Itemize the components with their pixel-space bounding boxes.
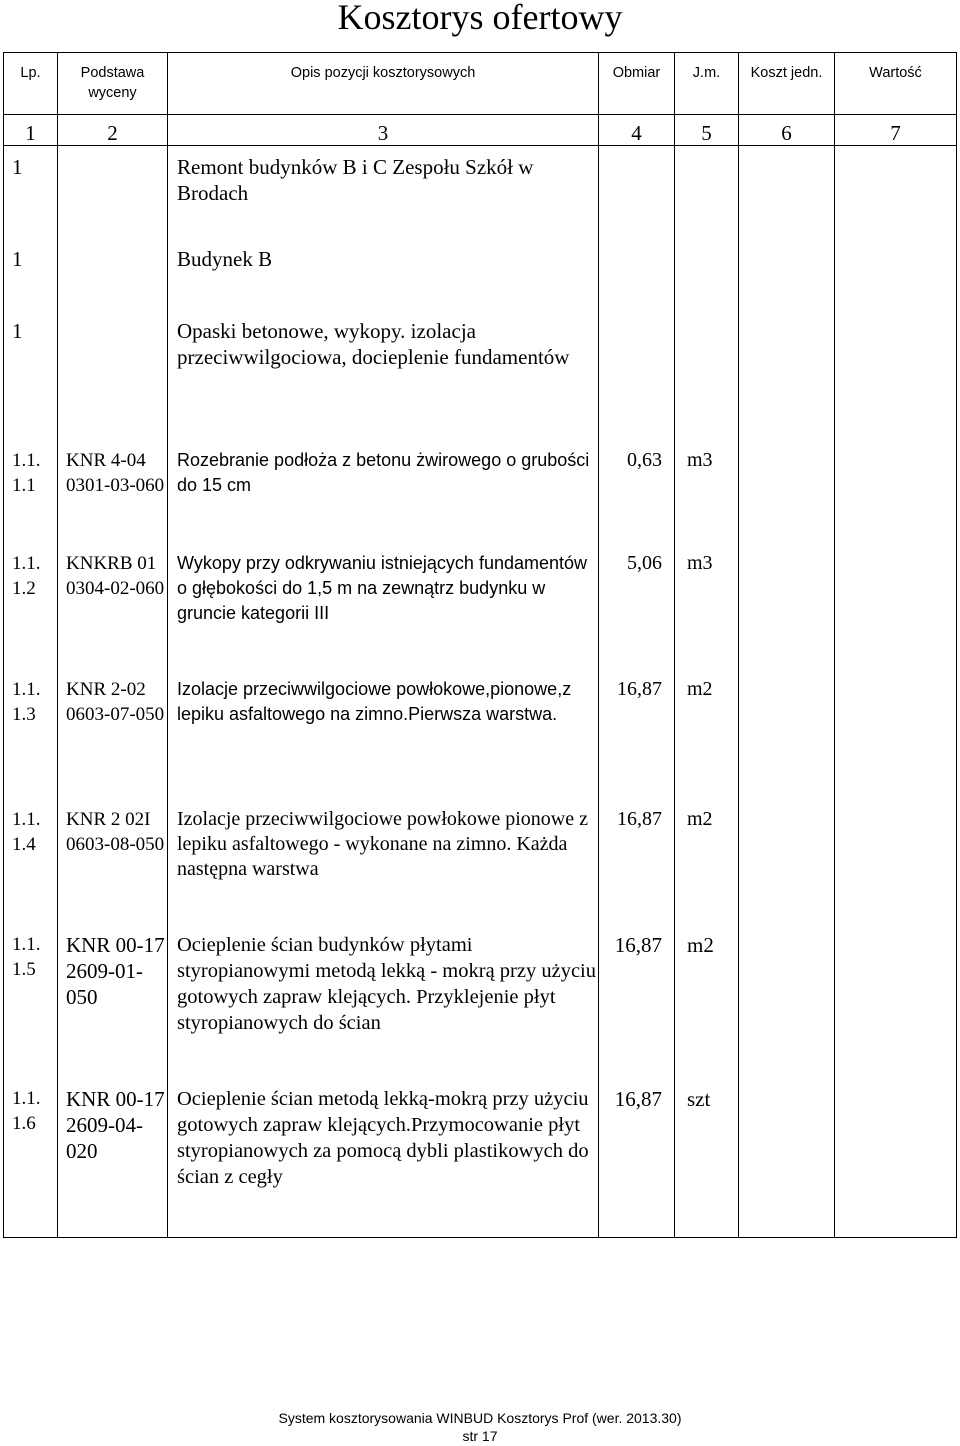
row-wartosc [835, 807, 957, 932]
row-lp: 1.1. 1.2 [4, 551, 58, 677]
column-number: 2 [58, 115, 168, 146]
row-wartosc [835, 246, 957, 318]
table-row [4, 551, 957, 677]
header-row [4, 53, 957, 115]
row-jm: m2 [675, 932, 739, 1086]
row-podstawa [58, 146, 168, 246]
row-wartosc [835, 551, 957, 677]
row-obmiar: 16,87 [599, 1086, 675, 1238]
row-lp: 1 [4, 246, 58, 318]
header-obmiar: Obmiar [599, 53, 675, 115]
row-opis: Opaski betonowe, wykopy. izolacja przeciwwilgociowa, docieplenie fundamentów [168, 318, 599, 448]
row-obmiar: 5,06 [599, 551, 675, 677]
column-number: 3 [168, 115, 599, 146]
row-jm [675, 246, 739, 318]
row-obmiar [599, 318, 675, 448]
row-wartosc [835, 677, 957, 807]
header-lp: Lp. [4, 53, 58, 115]
row-opis: Ocieplenie ścian metodą lekką-mokrą przy użyciu gotowych zapraw klejących.Przymocowanie płyt styropianowych za pomocą dybli plastikowych do ścian z cegły [168, 1086, 599, 1238]
row-lp: 1.1. 1.4 [4, 807, 58, 932]
column-number: 7 [835, 115, 957, 146]
cost-estimate-table [3, 52, 957, 1238]
table-row [4, 246, 957, 318]
row-jm: szt [675, 1086, 739, 1238]
row-wartosc [835, 318, 957, 448]
header-opis: Opis pozycji kosztorysowych [168, 53, 599, 115]
row-podstawa [58, 318, 168, 448]
row-koszt [739, 146, 835, 246]
row-koszt [739, 677, 835, 807]
page-title: Kosztorys ofertowy [337, 0, 623, 37]
row-lp: 1 [4, 318, 58, 448]
row-obmiar: 0,63 [599, 448, 675, 551]
row-koszt [739, 807, 835, 932]
row-obmiar: 16,87 [599, 677, 675, 807]
row-opis: Izolacje przeciwwilgociowe powłokowe pionowe z lepiku asfaltowego - wykonane na zimno. Każda następna warstwa [168, 807, 599, 932]
column-number-row [4, 115, 957, 146]
column-number: 1 [4, 115, 58, 146]
row-podstawa: KNR 00-17 2609-01-050 [58, 932, 168, 1086]
row-koszt [739, 246, 835, 318]
row-opis: Wykopy przy odkrywaniu istniejących fundamentów o głębokości do 1,5 m na zewnątrz budynku w gruncie kategorii III [168, 551, 599, 677]
header-koszt: Koszt jedn. [739, 53, 835, 115]
row-opis: Budynek B [168, 246, 599, 318]
table-row [4, 448, 957, 551]
row-podstawa: KNR 00-17 2609-04-020 [58, 1086, 168, 1238]
row-koszt [739, 318, 835, 448]
row-podstawa: KNR 2 02I 0603-08-050 [58, 807, 168, 932]
row-koszt [739, 448, 835, 551]
table-row [4, 1086, 957, 1238]
row-lp: 1.1. 1.5 [4, 932, 58, 1086]
row-obmiar: 16,87 [599, 932, 675, 1086]
row-opis: Izolacje przeciwwilgociowe powłokowe,pionowe,z lepiku asfaltowego na zimno.Pierwsza warstwa. [168, 677, 599, 807]
row-wartosc [835, 1086, 957, 1238]
footer-system: System kosztorysowania WINBUD Kosztorys Prof (wer. 2013.30) [278, 1410, 682, 1426]
row-wartosc [835, 448, 957, 551]
row-opis: Ocieplenie ścian budynków płytami styropianowymi metodą lekką - mokrą przy użyciu gotowych zapraw klejących. Przyklejenie płyt styropianowych do ścian [168, 932, 599, 1086]
row-wartosc [835, 932, 957, 1086]
header-jm: J.m. [675, 53, 739, 115]
table-row [4, 146, 957, 246]
row-podstawa [58, 246, 168, 318]
row-obmiar [599, 246, 675, 318]
row-koszt [739, 932, 835, 1086]
row-wartosc [835, 146, 957, 246]
row-lp: 1.1. 1.6 [4, 1086, 58, 1238]
row-jm: m3 [675, 448, 739, 551]
row-podstawa: KNR 4-04 0301-03-060 [58, 448, 168, 551]
table-row [4, 932, 957, 1086]
row-lp: 1.1. 1.1 [4, 448, 58, 551]
row-koszt [739, 1086, 835, 1238]
footer-page-number: str 17 [462, 1428, 498, 1444]
row-opis: Rozebranie podłoża z betonu żwirowego o grubości do 15 cm [168, 448, 599, 551]
row-jm: m2 [675, 677, 739, 807]
row-obmiar [599, 146, 675, 246]
header-wartosc: Wartość [835, 53, 957, 115]
row-podstawa: KNR 2-02 0603-07-050 [58, 677, 168, 807]
row-opis: Remont budynków B i C Zespołu Szkół w Brodach [168, 146, 599, 246]
header-podstawa: Podstawa wyceny [58, 53, 168, 115]
column-number: 6 [739, 115, 835, 146]
row-koszt [739, 551, 835, 677]
row-obmiar: 16,87 [599, 807, 675, 932]
row-jm: m3 [675, 551, 739, 677]
column-number: 4 [599, 115, 675, 146]
row-jm: m2 [675, 807, 739, 932]
row-podstawa: KNKRB 01 0304-02-060 [58, 551, 168, 677]
table-row [4, 318, 957, 448]
table-row [4, 807, 957, 932]
row-lp: 1.1. 1.3 [4, 677, 58, 807]
column-number: 5 [675, 115, 739, 146]
table-row [4, 677, 957, 807]
row-lp: 1 [4, 146, 58, 246]
row-jm [675, 146, 739, 246]
row-jm [675, 318, 739, 448]
